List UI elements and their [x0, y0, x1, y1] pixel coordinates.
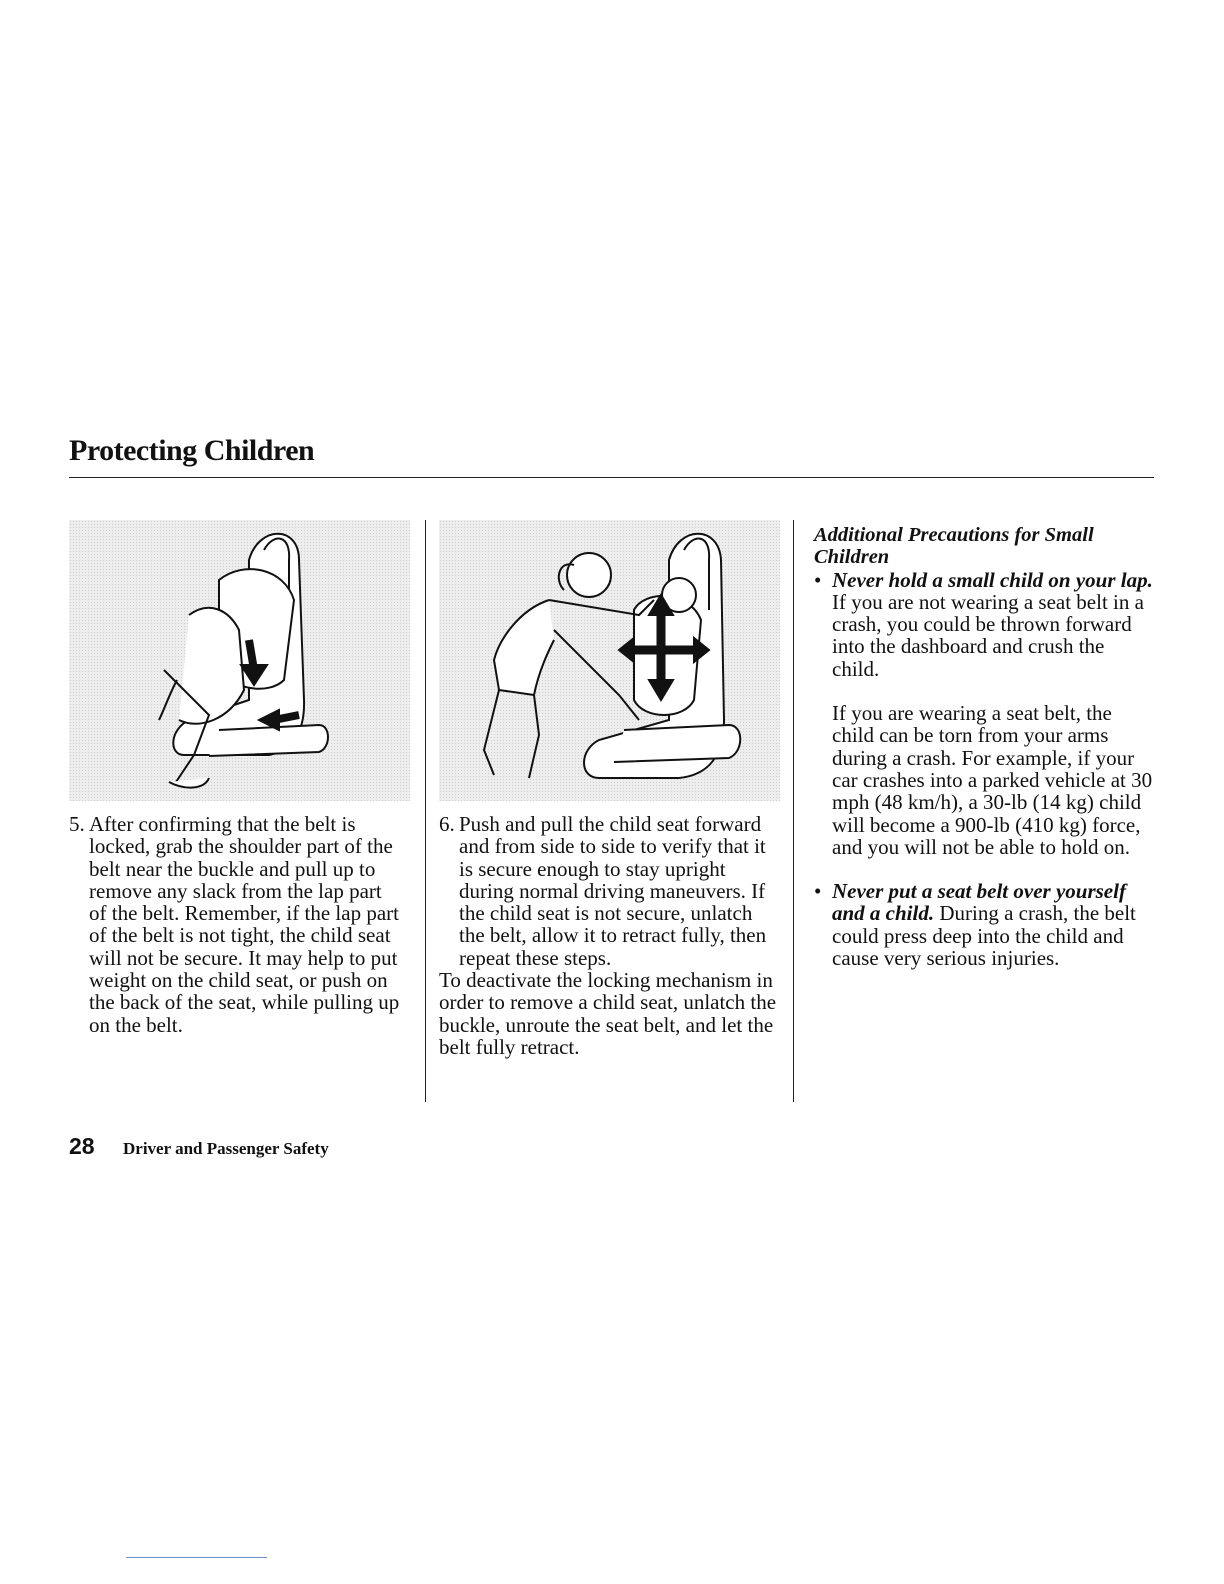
step-number: 6.	[439, 812, 455, 836]
right-column	[814, 524, 1154, 969]
bullet-text: During a crash, the belt could press deep into the child and cause very serious injuries.	[832, 901, 1136, 971]
page-footer	[69, 1133, 329, 1160]
column-divider-1	[425, 520, 426, 1102]
left-column	[69, 813, 404, 1036]
page-title: Protecting Children	[69, 434, 315, 467]
bullet-emphasis: Never hold a small child on your lap.	[832, 567, 1153, 592]
step-number: 5.	[69, 812, 85, 836]
step-text: After confirming that the belt is locked, grab the shoulder part of the belt near the buckle and pull up to remove any slack from the lap part of the belt. Remember, if the lap part of the belt is not tight, the child seat will not be secure. It may help to put weight on the child seat, or push on the back of the seat, while pulling up on the belt.	[89, 812, 400, 1037]
precautions-heading: Additional Precautions for Small Children	[814, 524, 1094, 569]
bullet-emphasis: Never put a seat belt over yourself and a child.	[832, 879, 1126, 926]
section-name: Driver and Passenger Safety	[123, 1139, 329, 1158]
page-number: 28	[69, 1133, 95, 1159]
bullet-item	[814, 569, 1154, 680]
step-text: Push and pull the child seat forward and from side to side to verify that it is secure enough to stay upright during normal driving maneuvers. If the child seat is not secure, unlatch the belt, allow it to retract fully, then repeat these steps.	[459, 812, 767, 970]
column-divider-2	[793, 520, 794, 1102]
step-5	[69, 813, 404, 1036]
bullet-paragraph: If you are wearing a seat belt, the child can be torn from your arms during a crash. For example, if your car crashes into a parked vehicle at 30 mph (48 km/h), a 30-lb (14 kg) child will become a 900-lb (410 kg) force, and you will not be able to hold on.	[832, 701, 1153, 859]
bullet-icon: •	[814, 567, 822, 592]
bullet-text: If you are not wearing a seat belt in a crash, you could be thrown forward into the dashboard and crush the child.	[832, 589, 1144, 681]
title-rule	[69, 477, 1154, 478]
bullet-item	[814, 880, 1154, 969]
bullet-icon: •	[814, 879, 822, 904]
illustration-push-seat	[439, 520, 780, 801]
middle-column	[439, 813, 779, 1058]
scan-line	[126, 1557, 267, 1558]
illustration-pull-belt	[69, 520, 410, 801]
deactivate-paragraph: To deactivate the locking mechanism in order to remove a child seat, unlatch the buckle, unroute the seat belt, and let the belt fully retract.	[439, 968, 777, 1059]
step-6	[439, 813, 779, 969]
